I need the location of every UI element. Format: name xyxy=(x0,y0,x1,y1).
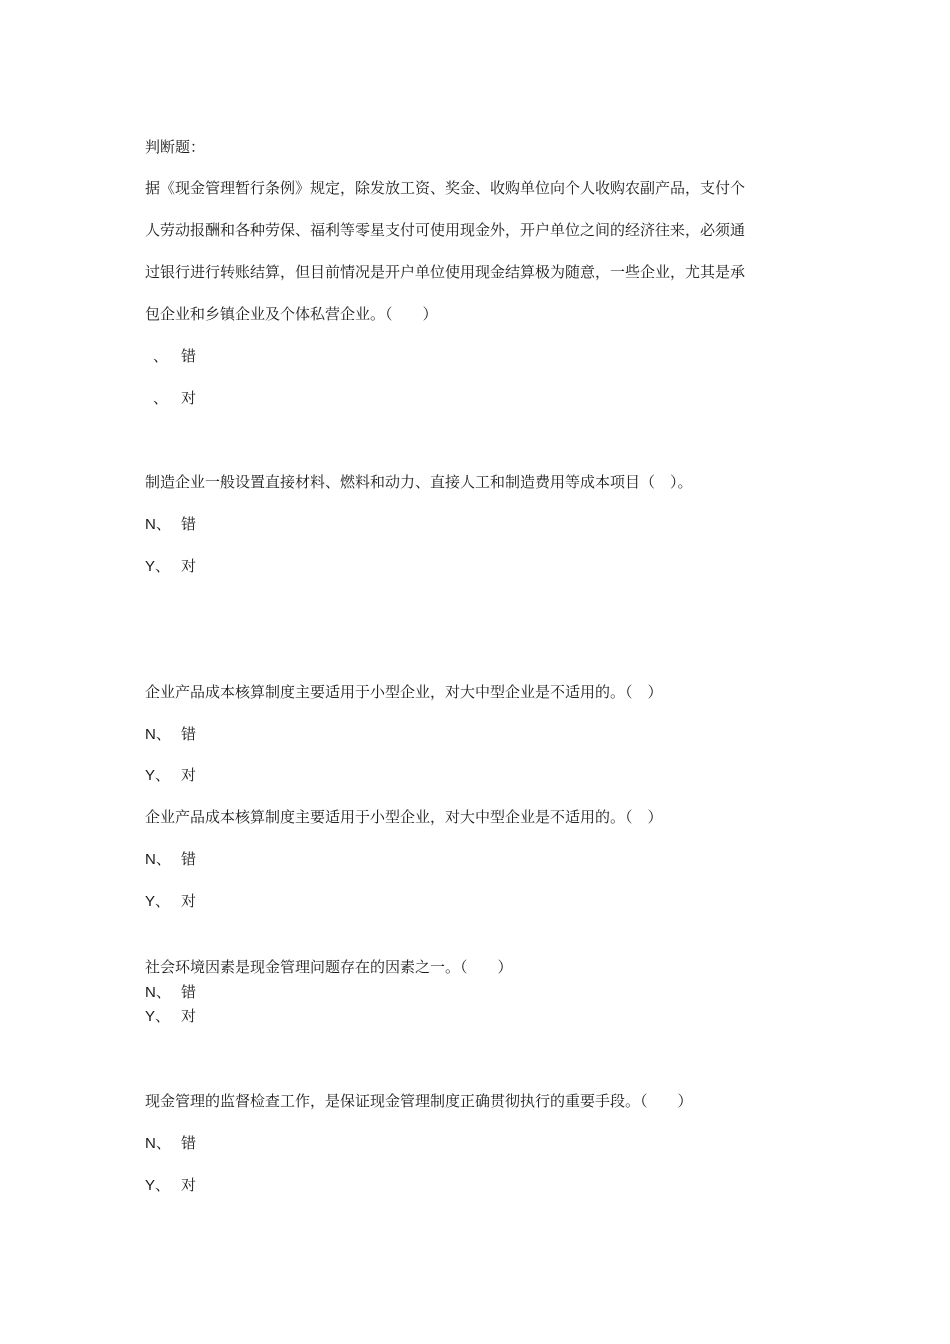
option-wrong xyxy=(145,514,196,535)
option-key: 、 xyxy=(153,347,169,365)
option-label: 对 xyxy=(181,557,197,575)
option-label: 错 xyxy=(181,725,197,743)
option-key: Y、 xyxy=(145,893,171,910)
option-wrong xyxy=(145,849,196,870)
option-right xyxy=(145,1175,196,1196)
question-text-line: 现金管理的监督检查工作，是保证现金管理制度正确贯彻执行的重要手段。（ ） xyxy=(145,1092,693,1110)
option-wrong xyxy=(145,1133,196,1154)
question-text-line: 人劳动报酬和各种劳保、福利等零星支付可使用现金外，开户单位之间的经济往来，必须通 xyxy=(145,221,746,239)
option-key: N、 xyxy=(145,726,171,743)
option-label: 对 xyxy=(181,389,197,407)
option-wrong xyxy=(145,724,196,745)
option-right xyxy=(145,556,196,577)
option-right xyxy=(145,1006,196,1027)
option-label: 对 xyxy=(181,1007,197,1025)
option-label: 对 xyxy=(181,766,197,784)
option-label: 错 xyxy=(181,983,197,1001)
option-wrong xyxy=(145,982,196,1003)
option-key: Y、 xyxy=(145,1177,171,1194)
option-key: N、 xyxy=(145,984,171,1001)
option-label: 错 xyxy=(181,347,197,365)
option-right xyxy=(145,765,196,786)
question-text-line: 社会环境因素是现金管理问题存在的因素之一。（ ） xyxy=(145,958,513,976)
option-key: N、 xyxy=(145,1135,171,1152)
option-key: N、 xyxy=(145,516,171,533)
option-label: 错 xyxy=(181,1134,197,1152)
option-key: Y、 xyxy=(145,767,171,784)
option-right xyxy=(145,388,196,408)
option-right xyxy=(145,891,196,912)
option-label: 对 xyxy=(181,892,197,910)
question-text-line: 据《现金管理暂行条例》规定，除发放工资、奖金、收购单位向个人收购农副产品，支付个 xyxy=(145,179,746,197)
question-text-line: 包企业和乡镇企业及个体私营企业。（ ） xyxy=(145,305,438,323)
section-heading: 判断题： xyxy=(145,138,206,156)
option-key: Y、 xyxy=(145,558,171,575)
option-key: N、 xyxy=(145,851,171,868)
option-key: 、 xyxy=(153,389,169,407)
option-key: Y、 xyxy=(145,1008,171,1025)
option-label: 错 xyxy=(181,850,197,868)
question-text-line: 制造企业一般设置直接材料、燃料和动力、直接人工和制造费用等成本项目（ ）。 xyxy=(145,473,693,491)
option-wrong xyxy=(145,346,196,366)
option-label: 错 xyxy=(181,515,197,533)
option-label: 对 xyxy=(181,1176,197,1194)
question-text-line: 企业产品成本核算制度主要适用于小型企业，对大中型企业是不适用的。（ ） xyxy=(145,683,663,701)
question-text-line: 过银行进行转账结算，但目前情况是开户单位使用现金结算极为随意，一些企业，尤其是承 xyxy=(145,263,746,281)
question-text-line: 企业产品成本核算制度主要适用于小型企业，对大中型企业是不适用的。（ ） xyxy=(145,808,663,826)
